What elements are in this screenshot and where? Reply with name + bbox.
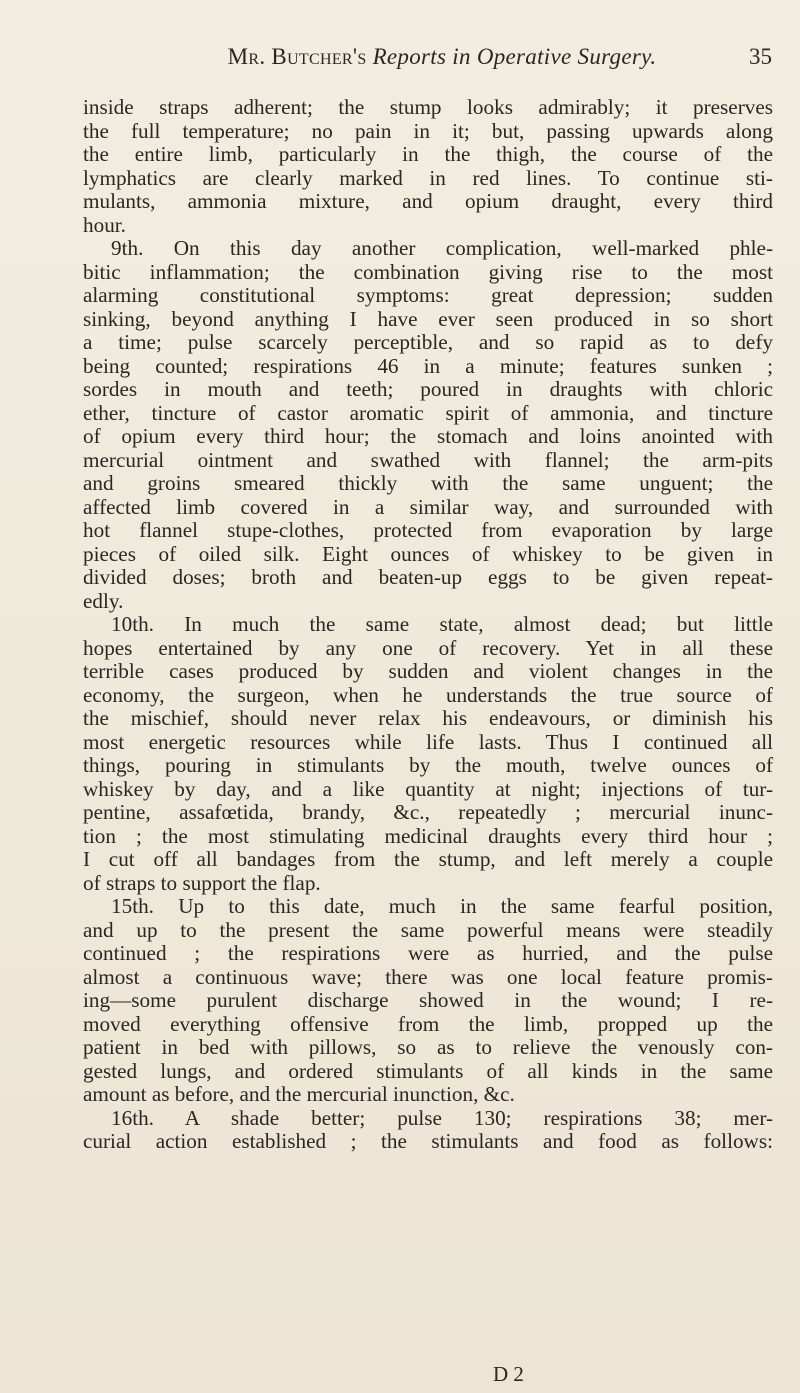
text-line: hot flannel stupe-clothes, protected from evaporation by large (83, 518, 773, 542)
body-text (83, 96, 773, 1154)
text-line: ether, tincture of castor aromatic spirit of ammonia, and tincture (83, 400, 773, 425)
text-line: a time; pulse scarcely perceptible, and so rapid as to defy (83, 330, 773, 354)
text-line: patient in bed with pillows, so as to relieve the venously con- (83, 1035, 773, 1059)
text-line: moved everything offensive from the limb, propped up the (83, 1011, 773, 1036)
text-line: affected limb covered in a similar way, and surrounded with (83, 494, 773, 519)
running-head-author: Butcher (271, 44, 353, 69)
text-line: the mischief, should never relax his endeavours, or diminish his (83, 706, 773, 730)
text-line: alarming constitutional symptoms: great depression; sudden (83, 283, 773, 307)
page-number: 35 (749, 44, 772, 69)
text-line: hopes entertained by any one of recovery. Yet in all these (83, 635, 773, 660)
text-line: of straps to support the flap. (83, 870, 321, 895)
text-line: tion ; the most stimulating medicinal draughts every third hour ; (83, 823, 773, 848)
text-line: things, pouring in stimulants by the mouth, twelve ounces of (83, 753, 773, 777)
text-line: economy, the surgeon, when he understands the true source of (83, 682, 773, 707)
text-line: hour. (83, 212, 126, 237)
text-line: gested lungs, and ordered stimulants of all kinds in the same (83, 1058, 773, 1083)
text-line: whiskey by day, and a like quantity at night; injections of tur- (83, 776, 773, 801)
text-line: inside straps adherent; the stump looks admirably; it preserves (83, 95, 773, 119)
text-line: mercurial ointment and swathed with flannel; the arm-pits (83, 447, 773, 472)
text-line: sinking, beyond anything I have ever seen produced in so short (83, 306, 773, 331)
text-line: amount as before, and the mercurial inunction, &c. (83, 1082, 515, 1106)
text-line: mulants, ammonia mixture, and opium draught, every third (83, 189, 773, 213)
signature-mark: D 2 (493, 1362, 524, 1386)
text-line: bitic inflammation; the combination giving rise to the most (83, 259, 773, 284)
text-line: continued ; the respirations were as hurried, and the pulse (83, 941, 773, 965)
text-line: 15th. Up to this date, much in the same fearful position, (111, 894, 773, 918)
text-line: terrible cases produced by sudden and violent changes in the (83, 659, 773, 683)
text-line: and up to the present the same powerful means were steadily (83, 917, 773, 942)
text-line: edly. (83, 588, 124, 613)
running-head-author-prefix: Mr. (227, 44, 272, 69)
text-line: pentine, assafœtida, brandy, &c., repeatedly ; mercurial inunc- (83, 800, 773, 824)
page-header (112, 44, 772, 76)
text-line: pieces of oiled silk. Eight ounces of whiskey to be given in (83, 541, 773, 566)
text-line: most energetic resources while life lasts. Thus I continued all (83, 729, 773, 754)
running-head (112, 44, 772, 70)
text-line: 9th. On this day another complication, well-marked phle- (111, 236, 773, 260)
text-line: being counted; respirations 46 in a minute; features sunken ; (83, 353, 773, 378)
running-head-possessive: 's (352, 44, 373, 69)
text-line: almost a continuous wave; there was one local feature promis- (83, 964, 773, 989)
text-line: 16th. A shade better; pulse 130; respirations 38; mer- (111, 1105, 773, 1130)
text-line: I cut off all bandages from the stump, and left merely a couple (83, 847, 773, 871)
text-line: lymphatics are clearly marked in red lines. To continue sti- (83, 165, 773, 190)
text-line: of opium every third hour; the stomach and loins anointed with (83, 424, 773, 448)
text-line: and groins smeared thickly with the same unguent; the (83, 471, 773, 495)
text-line: 10th. In much the same state, almost dead; but little (111, 612, 773, 636)
text-line: divided doses; broth and beaten-up eggs to be given repeat- (83, 565, 773, 589)
text-line: the full temperature; no pain in it; but, passing upwards along (83, 118, 773, 143)
text-line: sordes in mouth and teeth; poured in draughts with chloric (83, 377, 773, 401)
text-line: the entire limb, particularly in the thigh, the course of the (83, 142, 773, 166)
text-line: ing—some purulent discharge showed in the wound; I re- (83, 988, 773, 1012)
text-line: curial action established ; the stimulants and food as follows: (83, 1129, 773, 1153)
running-head-title: Reports in Operative Surgery. (372, 44, 657, 69)
